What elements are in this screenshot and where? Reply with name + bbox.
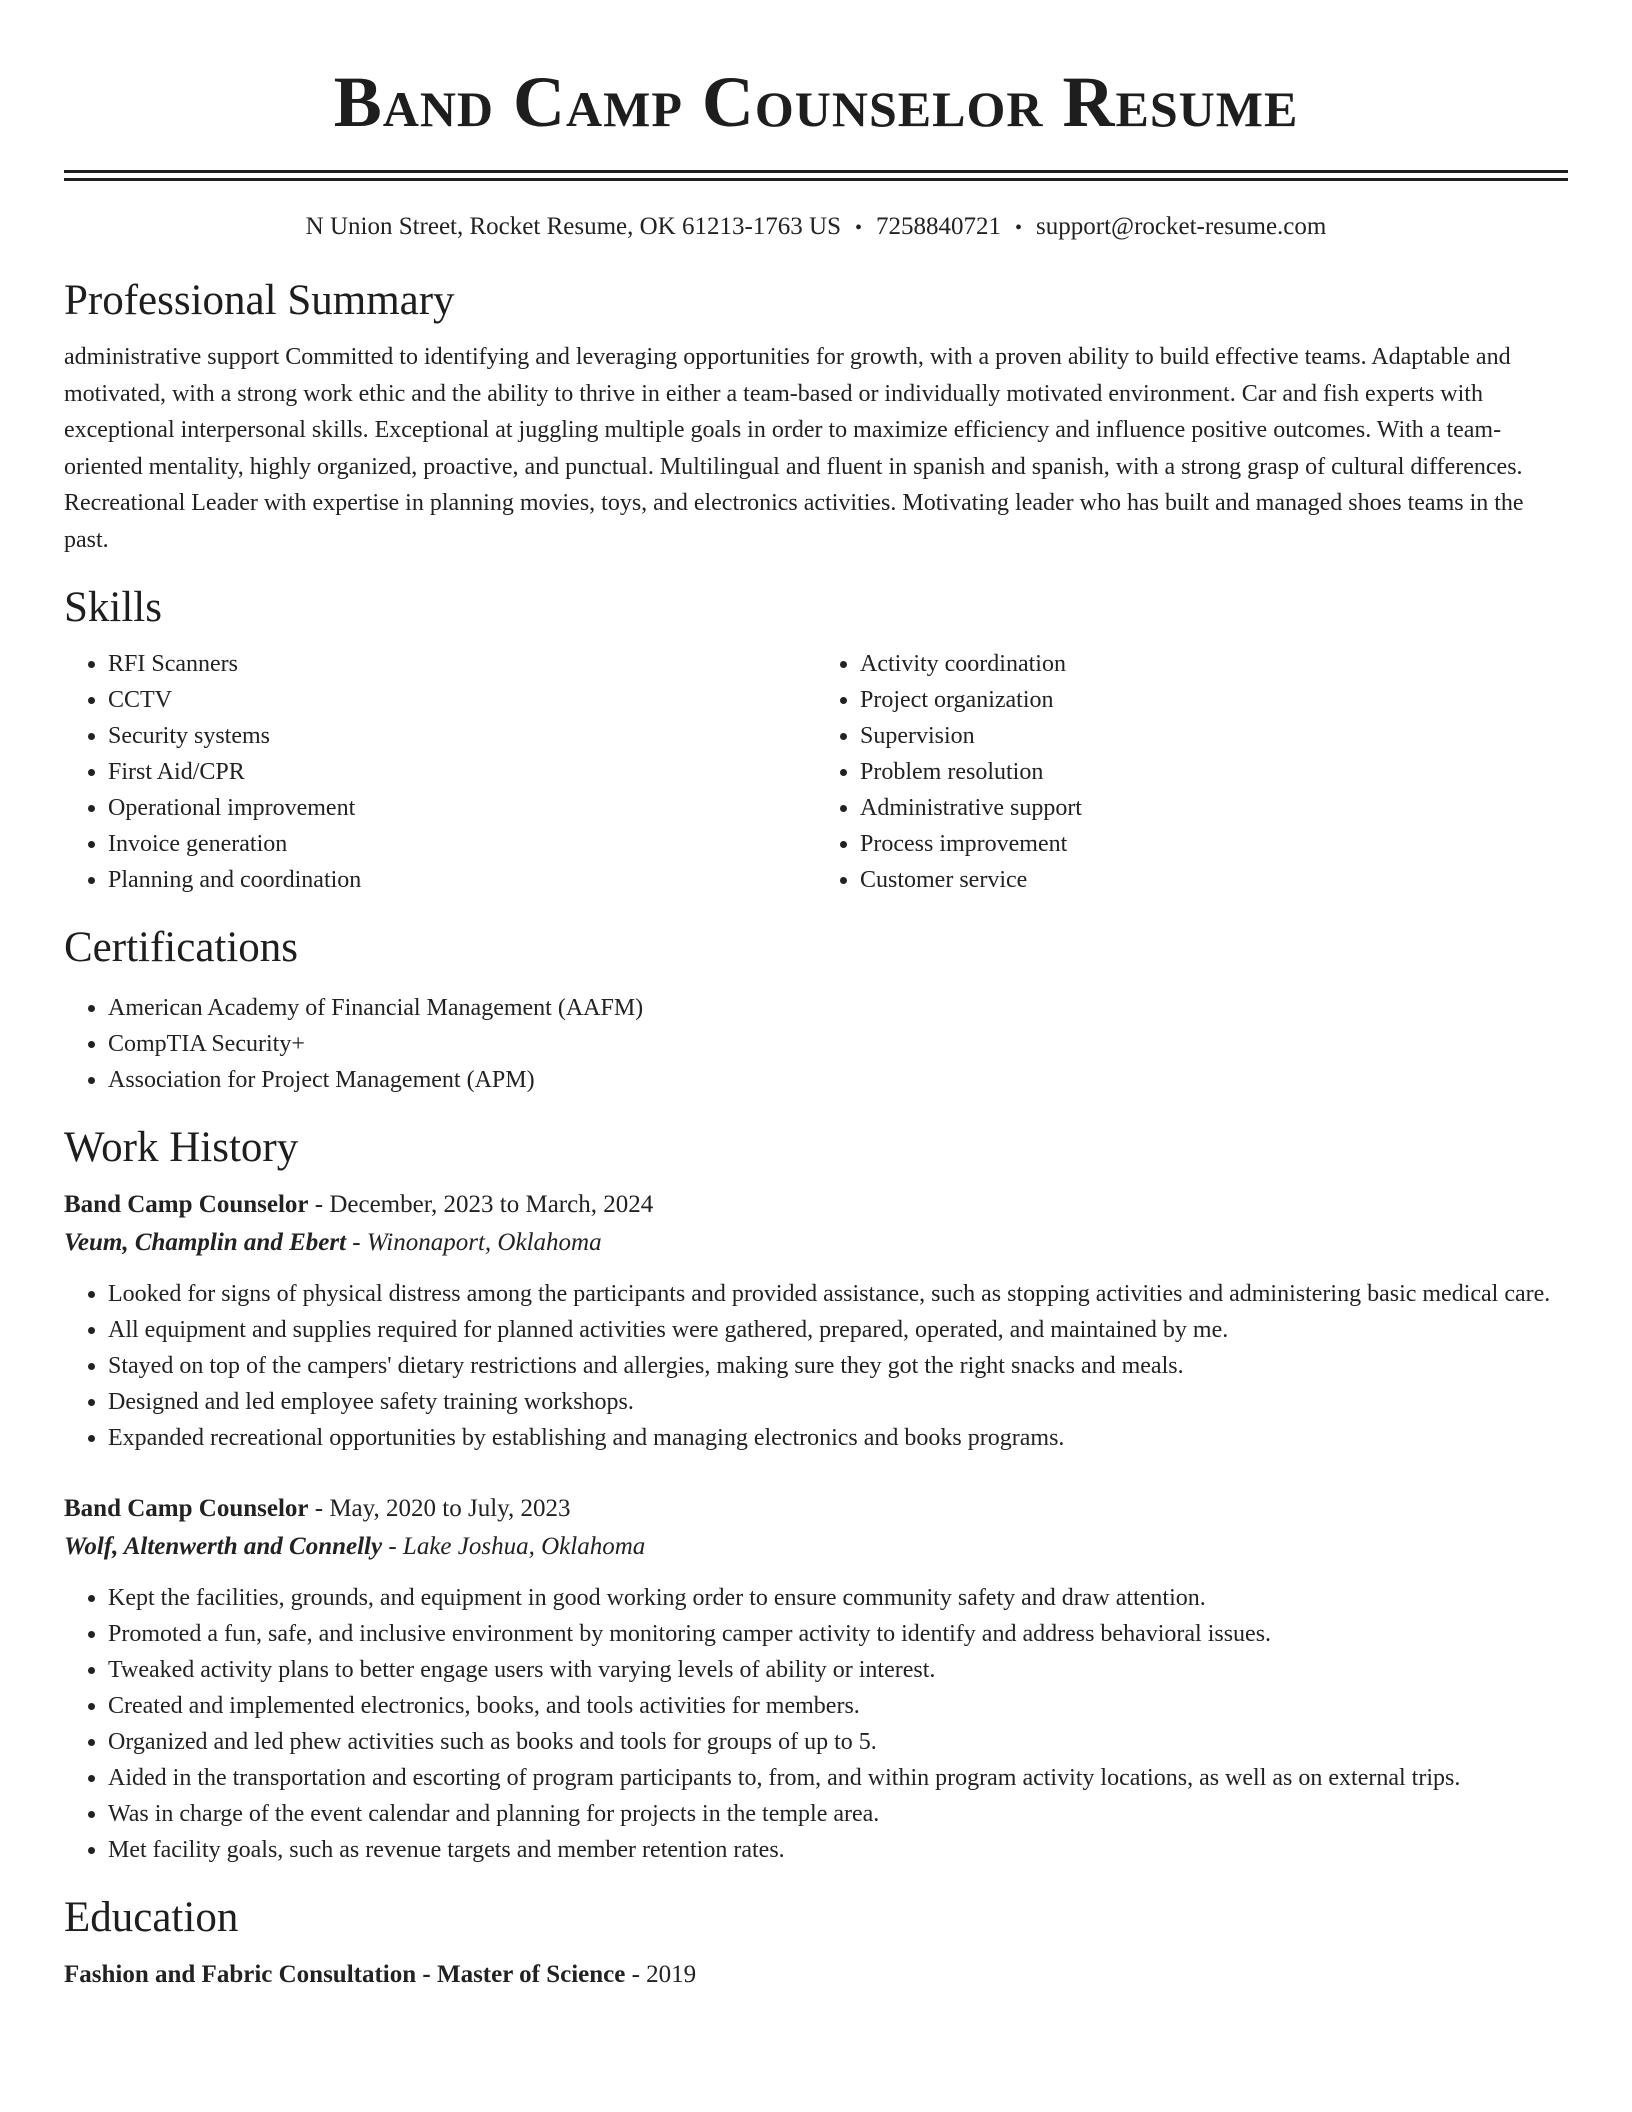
skill-item: • Supervision <box>860 718 1568 754</box>
contact-separator: • <box>1015 217 1023 239</box>
job-bullet: • All equipment and supplies required for planned activities were gathered, prepared, operated, and maintained by me. <box>108 1312 1568 1348</box>
certifications-heading: Certifications <box>64 924 299 971</box>
job-bullets <box>64 1580 1568 1868</box>
job-location: - Lake Joshua, Oklahoma <box>382 1533 646 1560</box>
skill-item: • Customer service <box>860 862 1568 898</box>
work-history-section <box>64 1122 1568 1868</box>
contact-address: N Union Street, Rocket Resume, OK 61213-1763 US <box>305 213 842 240</box>
certifications-section <box>64 922 1568 1098</box>
job-company: Wolf, Altenwerth and Connelly <box>64 1533 383 1560</box>
education-section <box>64 1892 1568 1994</box>
job-entry <box>64 1490 1568 1868</box>
skill-item: • First Aid/CPR <box>108 754 816 790</box>
job-title-line <box>64 1186 1568 1224</box>
job-bullet: • Expanded recreational opportunities by establishing and managing electronics and books programs. <box>108 1420 1568 1456</box>
certification-item: • American Academy of Financial Management (AAFM) <box>108 990 1568 1026</box>
skill-item: • Security systems <box>108 718 816 754</box>
job-title: Band Camp Counselor <box>64 1495 309 1522</box>
job-bullets <box>64 1276 1568 1456</box>
job-dates: - May, 2020 to July, 2023 <box>308 1495 571 1522</box>
job-bullet: • Was in charge of the event calendar and planning for projects in the temple area. <box>108 1796 1568 1832</box>
certifications-list <box>64 990 1568 1098</box>
education-heading: Education <box>64 1894 239 1941</box>
skills-columns <box>64 646 1568 898</box>
job-bullet: • Promoted a fun, safe, and inclusive environment by monitoring camper activity to identify and address behavioral issues. <box>108 1616 1568 1652</box>
job-bullet: • Created and implemented electronics, books, and tools activities for members. <box>108 1688 1568 1724</box>
job-bullet: • Tweaked activity plans to better engage users with varying levels of ability or interest. <box>108 1652 1568 1688</box>
job-dates: - December, 2023 to March, 2024 <box>308 1191 654 1218</box>
job-title: Band Camp Counselor <box>64 1191 309 1218</box>
job-bullet: • Designed and led employee safety training workshops. <box>108 1384 1568 1420</box>
job-bullet: • Aided in the transportation and escorting of program participants to, from, and within program activity locations, as well as on external trips. <box>108 1760 1568 1796</box>
skills-list-left <box>64 646 816 898</box>
job-bullet: • Kept the facilities, grounds, and equipment in good working order to ensure community safety and draw attention. <box>108 1580 1568 1616</box>
summary-text: administrative support Committed to identifying and leveraging opportunities for growth, with a proven ability to build effective teams. Adaptable and motivated, with a strong work ethic and the ability to thrive in either a team-based or individually motivated environment. Car and fish experts with exceptional interpersonal skills. Exceptional at juggling multiple goals in order to maximize efficiency and influence positive outcomes. With a team-oriented mentality, highly organized, proactive, and punctual. Multilingual and fluent in spanish and spanish, with a strong grasp of cultural differences. Recreational Leader with expertise in planning movies, toys, and electronics activities. Motivating leader who has built and managed shoes teams in the past. <box>64 344 1524 553</box>
contact-phone: 7258840721 <box>876 213 1002 240</box>
job-title-line <box>64 1490 1568 1528</box>
certification-item: • CompTIA Security+ <box>108 1026 1568 1062</box>
skill-item: • Invoice generation <box>108 826 816 862</box>
summary-heading: Professional Summary <box>64 277 455 324</box>
job-company: Veum, Champlin and Ebert <box>64 1229 347 1256</box>
contact-email: support@rocket-resume.com <box>1036 213 1327 240</box>
skill-item: • Operational improvement <box>108 790 816 826</box>
skills-heading: Skills <box>64 584 162 631</box>
job-bullet: • Organized and led phew activities such as books and tools for groups of up to 5. <box>108 1724 1568 1760</box>
contact-separator: • <box>855 217 863 239</box>
work-history-heading: Work History <box>64 1124 299 1171</box>
education-degree: Fashion and Fabric Consultation - Master of Science <box>64 1961 626 1988</box>
resume-title: Band Camp Counselor Resume <box>333 62 1299 142</box>
job-company-line <box>64 1224 1568 1262</box>
skill-item: • Administrative support <box>860 790 1568 826</box>
skill-item: • Planning and coordination <box>108 862 816 898</box>
skills-section <box>64 582 1568 898</box>
job-entry <box>64 1186 1568 1456</box>
skill-item: • Process improvement <box>860 826 1568 862</box>
skill-item: • CCTV <box>108 682 816 718</box>
job-bullet: • Stayed on top of the campers' dietary restrictions and allergies, making sure they got the right snacks and meals. <box>108 1348 1568 1384</box>
job-company-line <box>64 1528 1568 1566</box>
skills-list-right <box>816 646 1568 898</box>
education-entry <box>64 1956 1568 1994</box>
job-location: - Winonaport, Oklahoma <box>346 1229 602 1256</box>
skill-item: • Project organization <box>860 682 1568 718</box>
contact-line <box>64 211 1568 244</box>
job-bullet: • Looked for signs of physical distress among the participants and provided assistance, such as stopping activities and administering basic medical care. <box>108 1276 1568 1312</box>
job-bullet: • Met facility goals, such as revenue targets and member retention rates. <box>108 1832 1568 1868</box>
skill-item: • Activity coordination <box>860 646 1568 682</box>
skill-item: • Problem resolution <box>860 754 1568 790</box>
certification-item: • Association for Project Management (APM) <box>108 1062 1568 1098</box>
summary-section <box>64 275 1568 558</box>
skill-item: • RFI Scanners <box>108 646 816 682</box>
education-year: - 2019 <box>625 1961 697 1988</box>
title-double-rule <box>64 170 1568 181</box>
